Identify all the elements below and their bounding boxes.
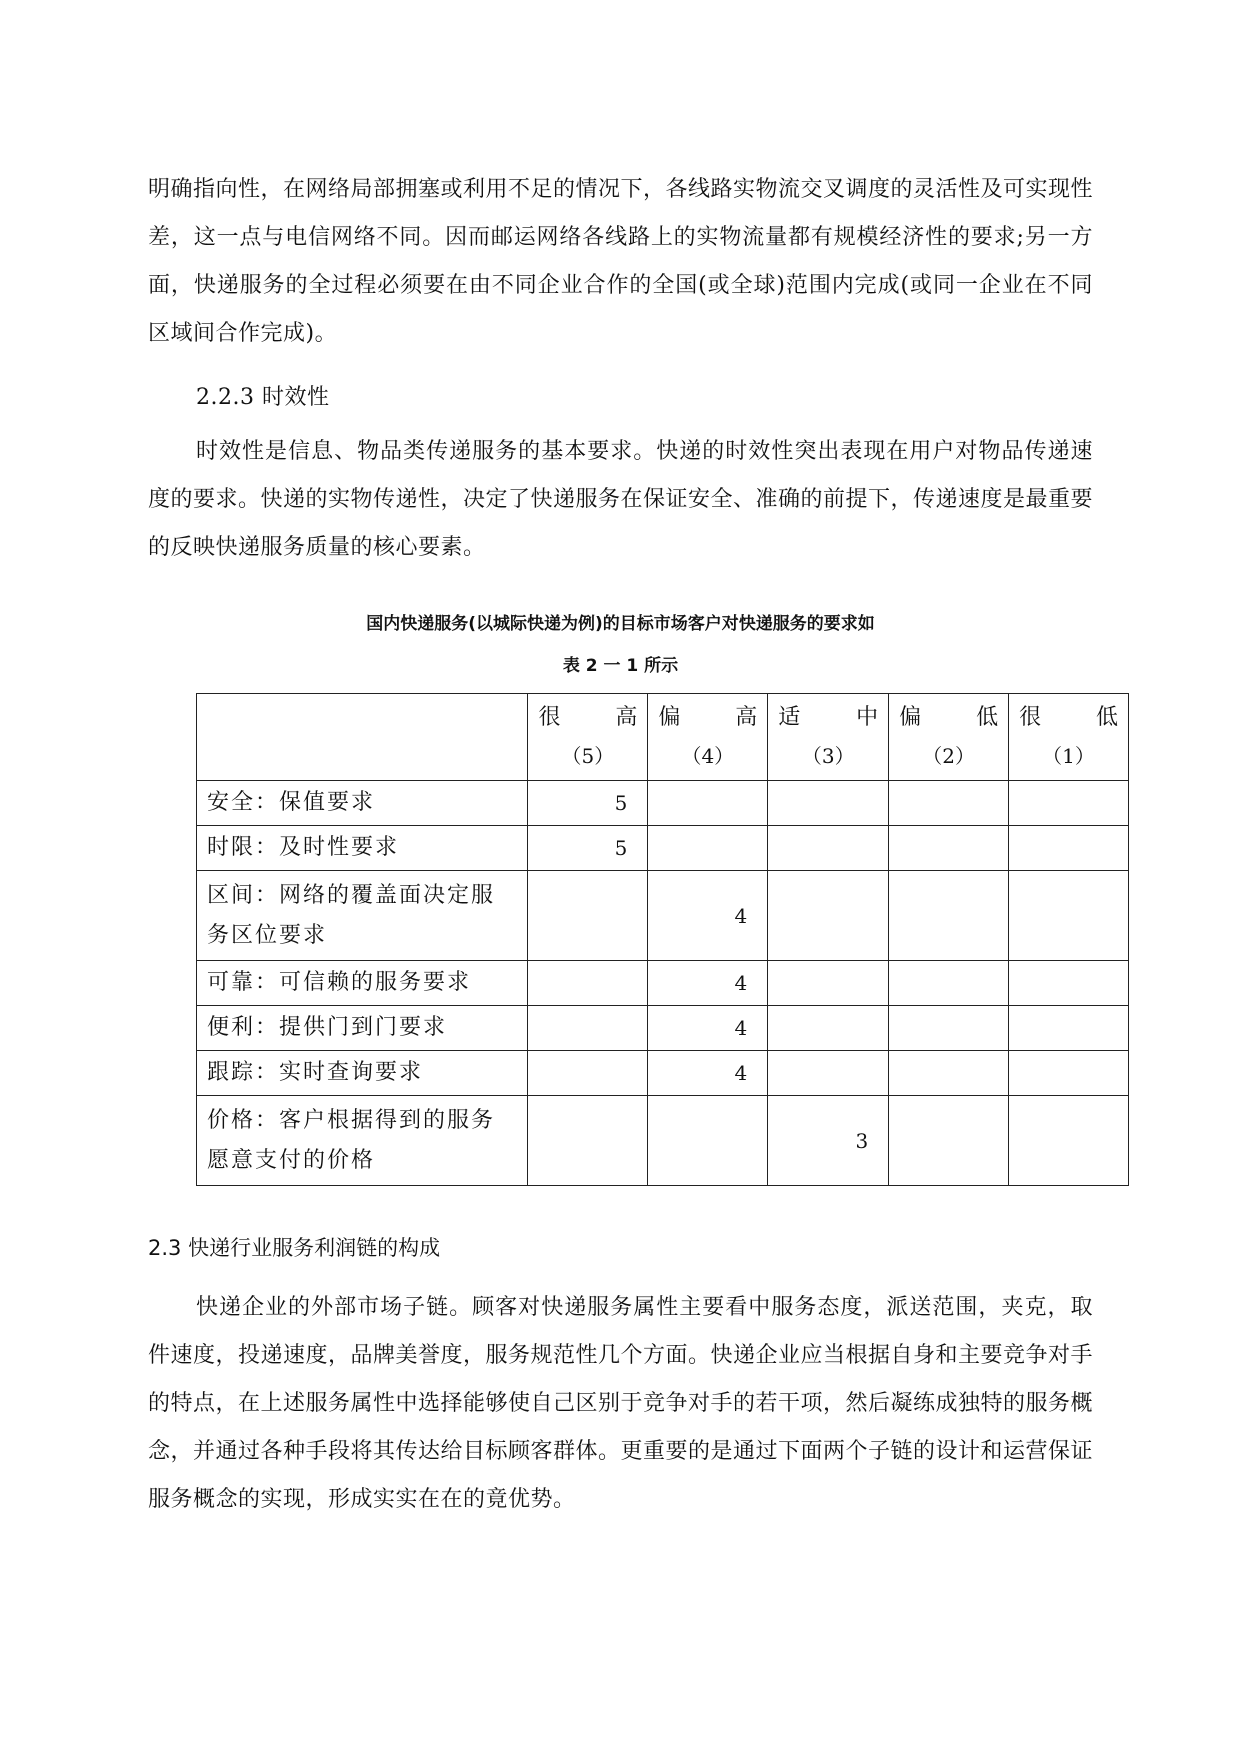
section-heading-profit-chain: 2.3 快递行业服务利润链的构成 [148, 1236, 441, 1260]
row-label: 时限：及时性要求 [197, 826, 528, 871]
cell-medium [768, 1006, 889, 1051]
cell-medium: 3 [768, 1096, 889, 1186]
row-label: 区间：网络的覆盖面决定服务区位要求 [197, 871, 528, 961]
cell-very-high: 5 [528, 826, 648, 871]
cell-high: 4 [648, 961, 768, 1006]
header-score: （1） [1042, 744, 1095, 768]
cell-very-high: 5 [528, 781, 648, 826]
header-medium [768, 694, 889, 781]
header-label: 很 高 [538, 705, 638, 730]
row-label: 安全：保值要求 [197, 781, 528, 826]
cell-high [648, 1096, 768, 1186]
cell-medium [768, 961, 889, 1006]
cell-very-high [528, 871, 648, 961]
cell-very-low [1009, 1006, 1129, 1051]
cell-medium [768, 871, 889, 961]
paragraph-timeliness: 时效性是信息、物品类传递服务的基本要求。快递的时效性突出表现在用户对物品传递速度的要求。快递的实物传递性，决定了快递服务在保证安全、准确的前提下，传递速度是最重要的反映快递服务质量的核心要素。 [148, 439, 1094, 560]
cell-high: 4 [648, 871, 768, 961]
table-caption-line-2: 表 2 一 1 所示 [562, 656, 679, 676]
cell-low [889, 961, 1009, 1006]
header-very-low [1009, 694, 1129, 781]
header-blank-cell [197, 694, 528, 781]
cell-very-high [528, 1096, 648, 1186]
cell-high [648, 826, 768, 871]
cell-very-high [528, 961, 648, 1006]
cell-very-high [528, 1006, 648, 1051]
paragraph-external-market-chain: 快递企业的外部市场子链。顾客对快递服务属性主要看中服务态度，派送范围，夹克，取件速度，投递速度，品牌美誉度，服务规范性几个方面。快递企业应当根据自身和主要竞争对手的特点，在上述服务属性中选择能够使自己区别于竞争对手的若干项，然后凝练成独特的服务概念，并通过各种手段将其传达给目标顾客群体。更重要的是通过下面两个子链的设计和运营保证服务概念的实现，形成实实在在的竟优势。 [148, 1295, 1094, 1512]
table-row [197, 781, 1129, 826]
row-label: 可靠：可信赖的服务要求 [197, 961, 528, 1006]
header-score: （5） [561, 744, 615, 768]
header-score: （2） [922, 744, 975, 768]
requirements-table [196, 693, 1129, 1186]
cell-very-low [1009, 826, 1129, 871]
row-label: 跟踪：实时查询要求 [197, 1051, 528, 1096]
header-label: 很 低 [1019, 705, 1118, 730]
header-score: （3） [801, 744, 855, 768]
subsection-heading-timeliness: 2.2.3 时效性 [196, 385, 330, 410]
table-row [197, 871, 1129, 961]
cell-high [648, 781, 768, 826]
cell-low [889, 1006, 1009, 1051]
table-header-row [197, 694, 1129, 781]
cell-very-low [1009, 1051, 1129, 1096]
cell-very-low [1009, 961, 1129, 1006]
cell-low [889, 871, 1009, 961]
header-score: （4） [681, 744, 735, 768]
table-row [197, 826, 1129, 871]
cell-very-low [1009, 781, 1129, 826]
row-label: 便利：提供门到门要求 [197, 1006, 528, 1051]
table-row [197, 1006, 1129, 1051]
header-high [648, 694, 768, 781]
table-row [197, 1051, 1129, 1096]
cell-very-low [1009, 871, 1129, 961]
header-low [889, 694, 1009, 781]
table-row [197, 961, 1129, 1006]
table-caption-line-1: 国内快递服务(以城际快递为例)的目标市场客户对快递服务的要求如 [366, 614, 875, 634]
cell-low [889, 1096, 1009, 1186]
cell-very-high [528, 1051, 648, 1096]
cell-medium [768, 826, 889, 871]
cell-low [889, 826, 1009, 871]
header-very-high [528, 694, 648, 781]
paragraph-network-flexibility: 明确指向性，在网络局部拥塞或利用不足的情况下，各线路实物流交叉调度的灵活性及可实现性差，这一点与电信网络不同。因而邮运网络各线路上的实物流量都有规模经济性的要求;另一方面，快递服务的全过程必须要在由不同企业合作的全国(或全球)范围内完成(或同一企业在不同区域间合作完成)。 [148, 177, 1094, 346]
cell-low [889, 1051, 1009, 1096]
cell-low [889, 781, 1009, 826]
cell-very-low [1009, 1096, 1129, 1186]
cell-high: 4 [648, 1006, 768, 1051]
header-label: 偏 低 [899, 705, 999, 730]
header-label: 适 中 [778, 705, 879, 730]
cell-medium [768, 781, 889, 826]
cell-high: 4 [648, 1051, 768, 1096]
cell-medium [768, 1051, 889, 1096]
row-label: 价格：客户根据得到的服务愿意支付的价格 [197, 1096, 528, 1186]
table-row [197, 1096, 1129, 1186]
header-label: 偏 高 [658, 705, 758, 730]
